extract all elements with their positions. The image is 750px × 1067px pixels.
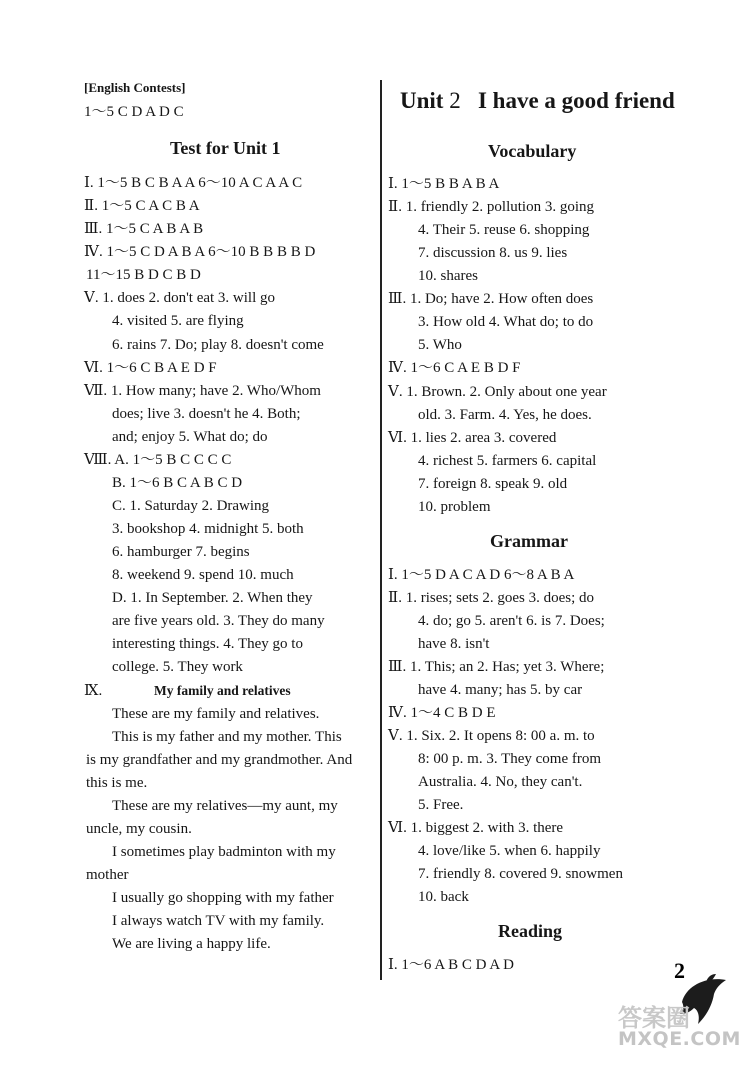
unit-title: I have a good friend — [477, 88, 675, 113]
essay-line: is my grandfather and my grandmother. And — [86, 752, 353, 768]
answer-line: Ⅷ. A. 1～5 B C C C C — [84, 452, 232, 468]
vocab-line: 7. discussion 8. us 9. lies — [418, 245, 568, 261]
answer-line: Ⅳ. 1～5 C D A B A 6～10 B B B B D — [84, 244, 316, 260]
answer-line: Ⅵ. 1～6 C B A E D F — [84, 360, 217, 376]
unit-label: Unit — [400, 88, 444, 113]
watermark — [618, 998, 746, 1054]
answer-line: Ⅰ. 1～5 B C B A A 6～10 A C A A C — [84, 175, 303, 191]
answer-line: and; enjoy 5. What do; do — [112, 429, 268, 445]
answer-line: Ⅱ. 1～5 C A C B A — [84, 198, 200, 214]
answer-line: D. 1. In September. 2. When they — [112, 590, 313, 606]
answer-line: B. 1～6 B C A B C D — [112, 475, 243, 491]
page-number: 2 — [674, 958, 685, 983]
essay-line: We are living a happy life. — [112, 936, 271, 952]
essay-line: These are my family and relatives. — [112, 706, 320, 722]
vocab-line: 10. shares — [418, 268, 478, 284]
grammar-line: have 8. isn't — [418, 636, 490, 652]
answer-line: Ⅴ. 1. does 2. don't eat 3. will go — [84, 290, 276, 306]
vocab-line: 4. richest 5. farmers 6. capital — [418, 453, 597, 469]
essay-line: uncle, my cousin. — [86, 821, 192, 837]
essay-line: this is me. — [86, 775, 148, 791]
essay-title: My family and relatives — [154, 683, 291, 698]
grammar-line: 7. friendly 8. covered 9. snowmen — [418, 866, 623, 882]
answer-line: 11～15 B D C B D — [86, 267, 201, 283]
grammar-line: Ⅰ. 1～5 D A C A D 6～8 A B A — [388, 567, 575, 583]
reading-title: Reading — [498, 921, 563, 941]
vocab-line: Ⅲ. 1. Do; have 2. How often does — [388, 291, 594, 307]
essay-line: I always watch TV with my family. — [112, 913, 325, 929]
unit-heading — [400, 88, 675, 114]
vocab-line: 10. problem — [418, 499, 491, 515]
grammar-line: 4. do; go 5. aren't 6. is 7. Does; — [418, 613, 605, 629]
grammar-line: Australia. 4. No, they can't. — [418, 774, 583, 790]
essay-line: These are my relatives—my aunt, my — [112, 798, 338, 814]
answer-line: 6. hamburger 7. begins — [112, 544, 250, 560]
vocab-line: Ⅳ. 1～6 C A E B D F — [388, 360, 521, 376]
answer-line: 3. bookshop 4. midnight 5. both — [112, 521, 304, 537]
reading-line: Ⅰ. 1～6 A B C D A D — [388, 957, 514, 973]
vocab-line: 7. foreign 8. speak 9. old — [418, 476, 568, 492]
answer-line: C. 1. Saturday 2. Drawing — [112, 498, 270, 514]
answer-line: Ⅶ. 1. How many; have 2. Who/Whom — [84, 383, 321, 399]
grammar-title: Grammar — [490, 531, 568, 551]
vocab-line: 3. How old 4. What do; to do — [418, 314, 594, 330]
grammar-line: 4. love/like 5. when 6. happily — [418, 843, 601, 859]
grammar-line: 10. back — [418, 889, 469, 905]
column-divider — [380, 80, 382, 980]
contest-tag: [English Contests] — [84, 80, 186, 95]
test-title: Test for Unit 1 — [170, 138, 281, 158]
grammar-line: Ⅵ. 1. biggest 2. with 3. there — [388, 820, 564, 836]
vocab-line: Ⅴ. 1. Brown. 2. Only about one year — [388, 384, 607, 400]
grammar-line: Ⅳ. 1～4 C B D E — [388, 705, 496, 721]
grammar-line: Ⅱ. 1. rises; sets 2. goes 3. does; do — [388, 590, 595, 606]
vocabulary-title: Vocabulary — [488, 141, 577, 161]
vocab-line: 5. Who — [418, 337, 462, 353]
grammar-line: 8: 00 p. m. 3. They come from — [418, 751, 602, 767]
grammar-line: 5. Free. — [418, 797, 464, 813]
essay-line: I usually go shopping with my father — [112, 890, 334, 906]
answer-line: does; live 3. doesn't he 4. Both; — [112, 406, 301, 422]
grammar-line: Ⅲ. 1. This; an 2. Has; yet 3. Where; — [388, 659, 605, 675]
answer-line: 4. visited 5. are flying — [112, 313, 244, 329]
vocab-line: Ⅱ. 1. friendly 2. pollution 3. going — [388, 199, 595, 215]
answer-line: college. 5. They work — [112, 659, 243, 675]
answer-line: are five years old. 3. They do many — [112, 613, 325, 629]
answer-line: 6. rains 7. Do; play 8. doesn't come — [112, 337, 324, 353]
vocab-line: 4. Their 5. reuse 6. shopping — [418, 222, 590, 238]
grammar-line: Ⅴ. 1. Six. 2. It opens 8: 00 a. m. to — [388, 728, 595, 744]
answer-line: 8. weekend 9. spend 10. much — [112, 567, 294, 583]
watermark-cn: 答案圈 — [618, 1006, 690, 1032]
vocab-line: Ⅵ. 1. lies 2. area 3. covered — [388, 430, 557, 446]
answer-line: interesting things. 4. They go to — [112, 636, 303, 652]
answer-line: Ⅲ. 1～5 C A B A B — [84, 221, 204, 237]
unit-number: 2 — [449, 88, 461, 113]
essay-line: mother — [86, 867, 129, 883]
essay-line: This is my father and my mother. This — [112, 729, 342, 745]
contest-answers: 1～5 C D A D C — [84, 104, 184, 120]
vocab-line: Ⅰ. 1～5 B B A B A — [388, 176, 500, 192]
answer-line: Ⅸ. — [84, 683, 103, 699]
watermark-url: MXQE.COM — [618, 1028, 741, 1050]
vocab-line: old. 3. Farm. 4. Yes, he does. — [418, 407, 592, 423]
essay-line: I sometimes play badminton with my — [112, 844, 336, 860]
grammar-line: have 4. many; has 5. by car — [418, 682, 583, 698]
